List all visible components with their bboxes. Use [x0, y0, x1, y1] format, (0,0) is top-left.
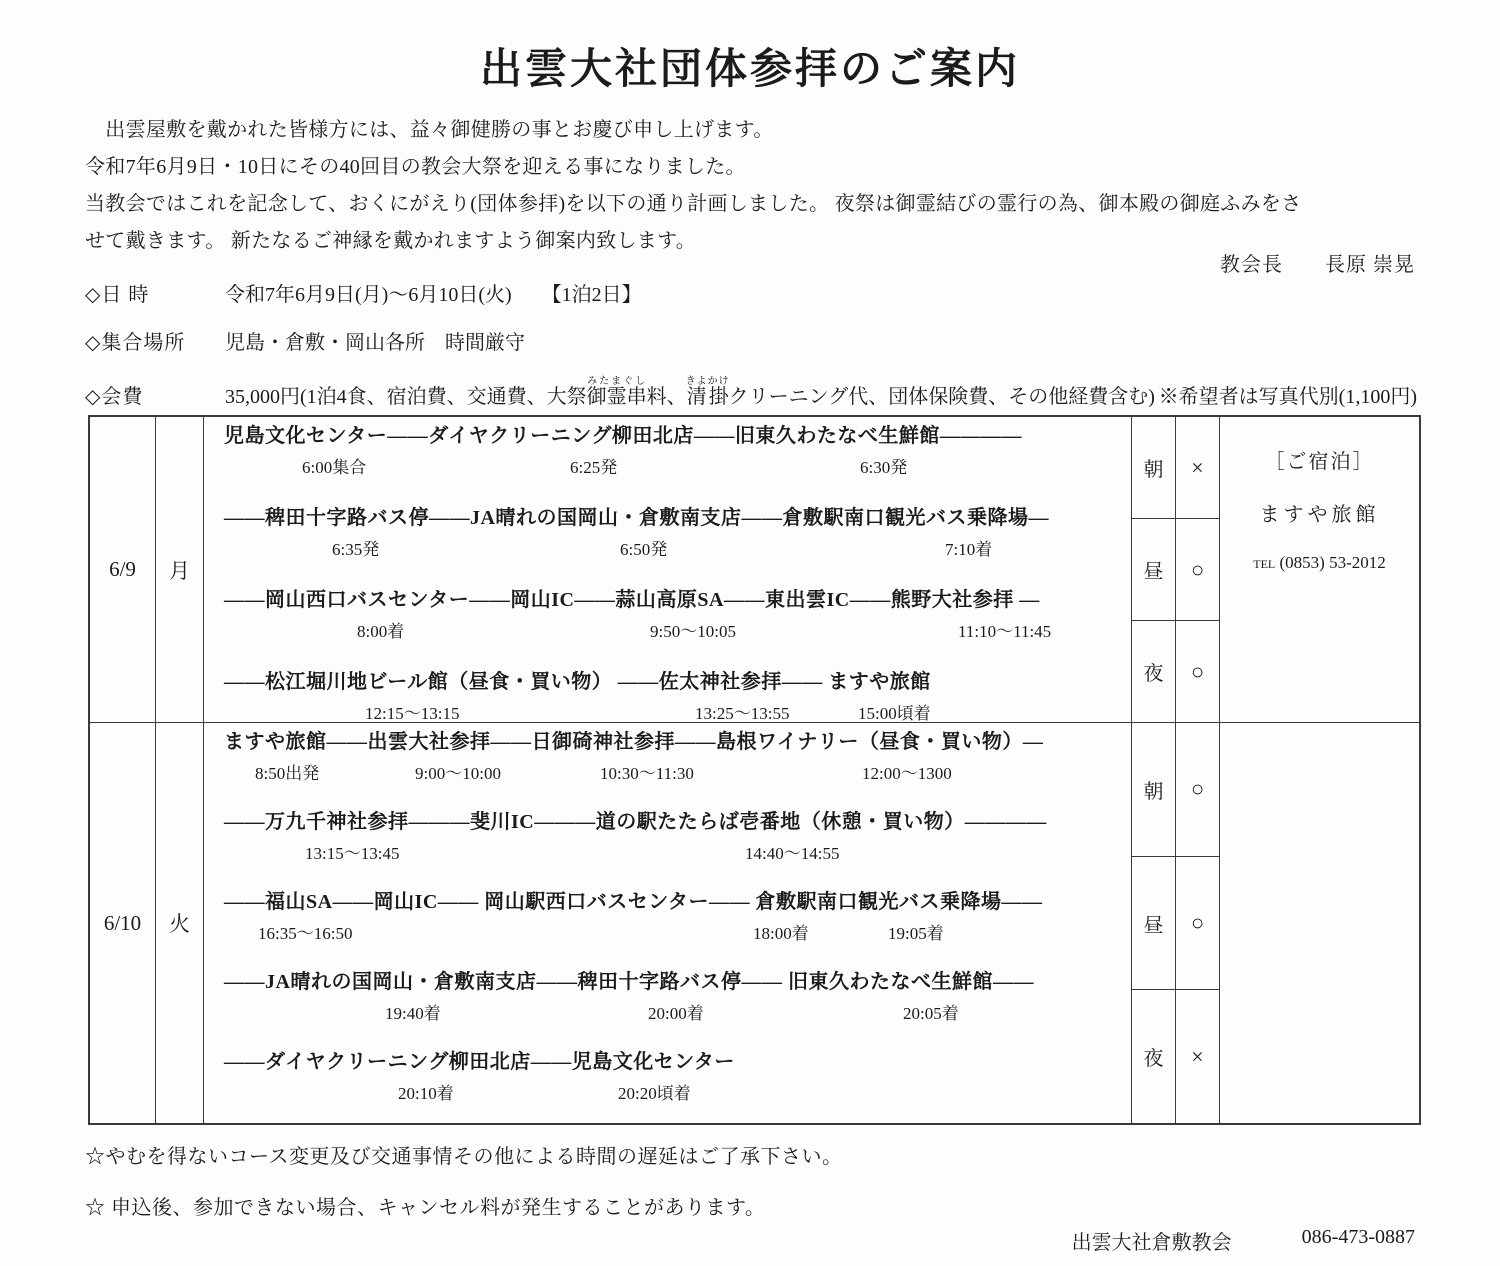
- route-line: ますや旅館——出雲大社参拝——日御碕神社参拝——島根ワイナリー（昼食・買い物）—: [224, 731, 1044, 753]
- detail-value: 児島・倉敷・岡山各所 時間厳守: [225, 332, 525, 354]
- note-line: ☆ 申込後、参加できない場合、キャンセル料が発生することがあります。: [85, 1197, 766, 1219]
- meal-name: 朝: [1132, 417, 1176, 518]
- route-segment: [204, 889, 1131, 969]
- meal-name: 昼: [1132, 519, 1176, 620]
- route-line: ——稗田十字路バス停——JA晴れの国岡山・倉敷南支店——倉敷駅南口観光バス乗降場—: [224, 507, 1049, 529]
- time-label: 6:30発: [860, 458, 908, 477]
- time-label: 18:00着: [753, 924, 809, 943]
- time-label: 13:25～13:55: [695, 704, 790, 722]
- meal-row: [1132, 723, 1219, 856]
- route-segment: [204, 809, 1131, 889]
- date-cell: 6/10: [90, 723, 156, 1123]
- detail-label: ◇集合場所: [85, 332, 186, 354]
- route-line: ——JA晴れの国岡山・倉敷南支店——稗田十字路バス停—— 旧東久わたなべ生鮮館——: [224, 971, 1034, 993]
- footer-org: 出雲大社倉敷教会: [1071, 1232, 1232, 1254]
- intro-paragraph: [85, 112, 1430, 260]
- date-cell: 6/9: [90, 417, 156, 722]
- route-times: [204, 617, 1131, 641]
- lodging-cell: [1220, 723, 1419, 1123]
- route-times: [204, 453, 1131, 477]
- day-row: [90, 417, 1419, 722]
- intro-line: 出雲屋敷を戴かれた皆様方には、益々御健勝の事とお慶び申し上げます。: [85, 119, 774, 141]
- footer: [1072, 1226, 1415, 1255]
- route-line: ——松江堀川地ビール館（昼食・買い物） ——佐太神社参拝—— ますや旅館: [224, 671, 931, 693]
- meal-name: 夜: [1132, 990, 1176, 1123]
- detail-row-fee: [85, 376, 1417, 413]
- time-label: 6:00集合: [302, 458, 367, 477]
- detail-label: ◇会費: [85, 386, 144, 408]
- day-row: [90, 722, 1419, 1123]
- meals-column: [1132, 723, 1220, 1123]
- detail-label: ◇日 時: [85, 284, 150, 306]
- route-segment: [204, 587, 1131, 669]
- detail-row-datetime: [85, 280, 1417, 311]
- time-label: 8:00着: [357, 622, 405, 641]
- fee-value: 35,000円(1泊4食、宿泊費、交通費、大祭御霊串みたまぐし料、清掛きよかけクリーニング代、団体保険費、その他経費含む): [225, 376, 1155, 408]
- lodging-name: ますや旅館: [1259, 504, 1380, 526]
- time-label: 8:50出発: [255, 764, 320, 783]
- route-segment: [204, 1049, 1131, 1123]
- meal-mark: ○: [1190, 776, 1205, 802]
- itinerary-cell: [204, 417, 1132, 722]
- time-label: 20:00着: [648, 1004, 704, 1023]
- route-times: [204, 839, 1131, 863]
- time-label: 12:15～13:15: [365, 704, 460, 722]
- route-times: [204, 759, 1131, 783]
- intro-line: 令和7年6月9日・10日にその40回目の教会大祭を迎える事になりました。: [85, 156, 746, 178]
- meal-mark: ○: [1190, 910, 1205, 935]
- route-segment: [204, 505, 1131, 587]
- route-segment: [204, 969, 1131, 1049]
- route-line: ——福山SA——岡山IC—— 岡山駅西口バスセンター—— 倉敷駅南口観光バス乗降場——: [224, 891, 1043, 913]
- route-line: 児島文化センター——ダイヤクリーニング柳田北店——旧東久わたなべ生鮮館————: [224, 425, 1022, 447]
- meal-mark: ○: [1190, 658, 1205, 684]
- route-line: ——万九千神社参拝———斐川IC———道の駅たたらば壱番地（休憩・買い物）————: [224, 811, 1047, 833]
- signature-line: 教会長 長原 崇晃: [1220, 254, 1415, 276]
- route-line: ——岡山西口バスセンター——岡山IC——蒜山高原SA——東出雲IC——熊野大社参拝 —: [224, 589, 1040, 611]
- time-label: 6:35発: [332, 540, 380, 559]
- route-times: [204, 699, 1131, 722]
- route-segment: [204, 729, 1131, 809]
- route-segment: [204, 423, 1131, 505]
- weekday-cell: 火: [156, 723, 204, 1123]
- meal-row: [1132, 518, 1219, 620]
- route-line: ——ダイヤクリーニング柳田北店——児島文化センター: [224, 1051, 735, 1073]
- ruby-term: 清掛きよかけ: [685, 376, 730, 408]
- notes-section: [85, 1140, 843, 1242]
- ruby-term: 御霊串みたまぐし: [586, 376, 647, 408]
- route-times: [204, 919, 1131, 943]
- time-label: 6:25発: [570, 458, 618, 477]
- time-label: 20:20頃着: [618, 1084, 691, 1103]
- time-label: 12:00～1300: [862, 764, 952, 783]
- meal-name: 夜: [1132, 621, 1176, 722]
- meal-name: 朝: [1132, 723, 1176, 856]
- time-label: 13:15～13:45: [305, 844, 400, 863]
- fee-note: ※希望者は写真代別(1,100円): [1158, 386, 1417, 408]
- meal-row: [1132, 989, 1219, 1123]
- time-label: 11:10～11:45: [958, 622, 1052, 641]
- time-label: 20:05着: [903, 1004, 959, 1023]
- meal-row: [1132, 417, 1219, 518]
- details-section: [85, 280, 1417, 430]
- time-label: 10:30～11:30: [600, 764, 694, 783]
- time-label: 9:00～10:00: [415, 764, 501, 783]
- time-label: 19:40着: [385, 1004, 441, 1023]
- route-times: [204, 999, 1131, 1023]
- time-label: 9:50～10:05: [650, 622, 736, 641]
- itinerary-table: [88, 415, 1421, 1125]
- time-label: 14:40～14:55: [745, 844, 840, 863]
- meals-column: [1132, 417, 1220, 722]
- time-label: 15:00頃着: [858, 704, 931, 722]
- detail-row-meeting: [85, 328, 1417, 359]
- time-label: 19:05着: [888, 924, 944, 943]
- tel-label: TEL: [1253, 557, 1276, 571]
- meal-mark: ×: [1191, 454, 1204, 480]
- route-times: [204, 535, 1131, 559]
- itinerary-cell: [204, 723, 1132, 1123]
- meal-mark: ×: [1191, 1043, 1204, 1069]
- intro-line: せて戴きます。 新たなるご神縁を戴かれますよう御案内致します。: [85, 230, 697, 252]
- intro-line: 当教会ではこれを記念して、おくにがえり(団体参拝)を以下の通り計画しました。 夜祭は御霊結びの霊行の為、御本殿の御庭ふみをさ: [85, 193, 1302, 215]
- time-label: 16:35～16:50: [258, 924, 353, 943]
- footer-phone: 086-473-0887: [1301, 1226, 1415, 1248]
- time-label: 7:10着: [945, 540, 993, 559]
- detail-value: 令和7年6月9日(月)～6月10日(火) 【1泊2日】: [225, 284, 642, 306]
- meal-name: 昼: [1132, 857, 1176, 990]
- time-label: 20:10着: [398, 1084, 454, 1103]
- page-title: 出雲大社団体参拝のご案内: [479, 47, 1020, 93]
- meal-row: [1132, 856, 1219, 990]
- route-segment: [204, 669, 1131, 722]
- note-line: ☆やむを得ないコース変更及び交通事情その他による時間の遅延はご了承下さい。: [85, 1146, 843, 1168]
- meal-mark: ○: [1190, 556, 1205, 582]
- lodging-cell: [1220, 417, 1419, 722]
- route-times: [204, 1079, 1131, 1103]
- lodging-header: ［ご宿泊］: [1264, 451, 1375, 473]
- weekday-cell: 月: [156, 417, 204, 722]
- time-label: 6:50発: [620, 540, 668, 559]
- lodging-tel: TEL (0853) 53-2012: [1253, 553, 1386, 572]
- meal-row: [1132, 620, 1219, 722]
